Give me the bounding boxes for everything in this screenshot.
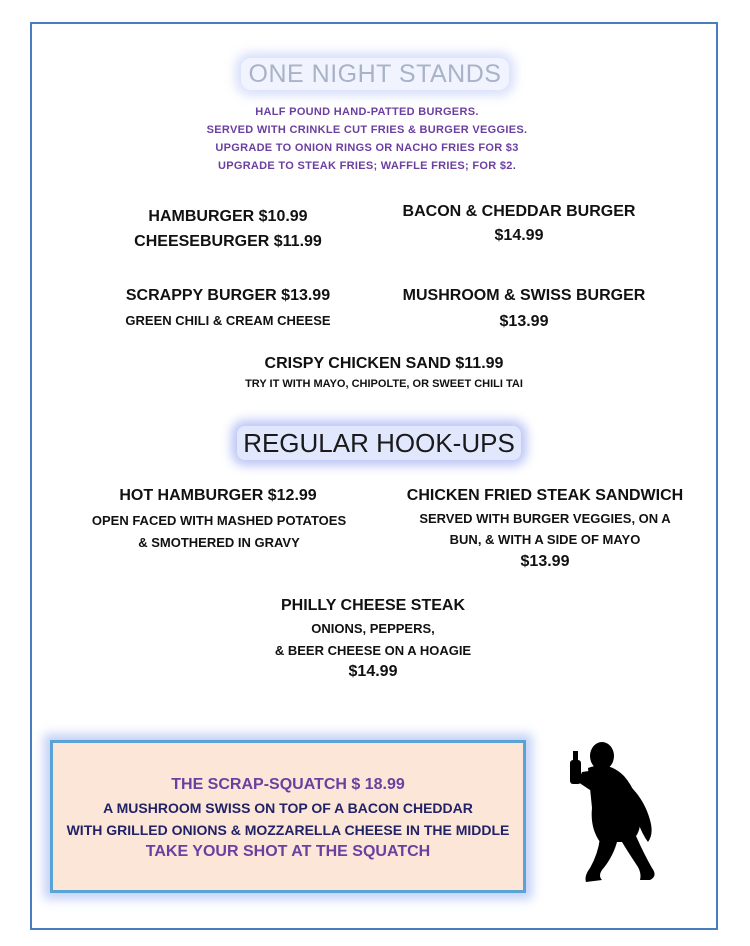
menu-item-mushroom-swiss-price: $13.99: [499, 313, 549, 330]
special-title: THE SCRAP-SQUATCH $ 18.99: [171, 776, 405, 793]
section-title-regular-hook-ups: REGULAR HOOK-UPS: [0, 428, 750, 459]
section-description-line: SERVED WITH CRINKLE CUT FRIES & BURGER VEGGIES.: [206, 124, 528, 136]
menu-item-hot-hamburger: HOT HAMBURGER $12.99: [119, 487, 317, 504]
menu-item-philly-description: ONIONS, PEPPERS,: [311, 621, 435, 636]
bigfoot-silhouette-icon: [560, 738, 670, 884]
section-description-line: HALF POUND HAND-PATTED BURGERS.: [255, 106, 479, 118]
special-tagline: TAKE YOUR SHOT AT THE SQUATCH: [145, 843, 431, 860]
menu-item-philly-cheese-steak: PHILLY CHEESE STEAK: [280, 597, 466, 614]
menu-item-chicken-fried-steak-price: $13.99: [520, 553, 570, 570]
menu-item-crispy-chicken: CRISPY CHICKEN SAND $11.99: [264, 355, 504, 372]
section-description-line: UPGRADE TO STEAK FRIES; WAFFLE FRIES; FOR $2.: [217, 160, 517, 172]
menu-item-scrappy-burger: SCRAPPY BURGER $13.99: [125, 287, 331, 304]
menu-item-bacon-cheddar-price: $14.99: [494, 227, 544, 244]
menu-item-chicken-fried-steak: CHICKEN FRIED STEAK SANDWICH: [406, 487, 684, 504]
menu-item-mushroom-swiss-name: MUSHROOM & SWISS BURGER: [402, 287, 646, 304]
menu-item-hamburger: HAMBURGER $10.99: [148, 208, 308, 225]
menu-item-cheeseburger: CHEESEBURGER $11.99: [134, 233, 322, 250]
menu-item-chicken-fried-steak-description: SERVED WITH BURGER VEGGIES, ON A: [419, 511, 671, 526]
section-description-line: UPGRADE TO ONION RINGS OR NACHO FRIES FOR $3: [215, 142, 519, 154]
menu-item-hot-hamburger-description: & SMOTHERED IN GRAVY: [138, 535, 300, 550]
menu-item-hot-hamburger-description: OPEN FACED WITH MASHED POTATOES: [91, 513, 347, 528]
menu-item-chicken-fried-steak-description: BUN, & WITH A SIDE OF MAYO: [449, 532, 641, 547]
menu-item-crispy-chicken-description: TRY IT WITH MAYO, CHIPOLTE, OR SWEET CHILI TAI: [245, 378, 523, 390]
special-description-line: A MUSHROOM SWISS ON TOP OF A BACON CHEDDAR: [103, 800, 473, 816]
menu-item-scrappy-description: GREEN CHILI & CREAM CHEESE: [125, 313, 331, 328]
section-title-one-night-stands: ONE NIGHT STANDS: [0, 60, 750, 89]
menu-item-philly-price: $14.99: [348, 663, 398, 680]
special-description-line: WITH GRILLED ONIONS & MOZZARELLA CHEESE IN THE MIDDLE: [66, 822, 510, 838]
menu-item-philly-description: & BEER CHEESE ON A HOAGIE: [274, 643, 472, 658]
special-box: [50, 740, 526, 893]
menu-item-bacon-cheddar-name: BACON & CHEDDAR BURGER: [402, 203, 636, 220]
